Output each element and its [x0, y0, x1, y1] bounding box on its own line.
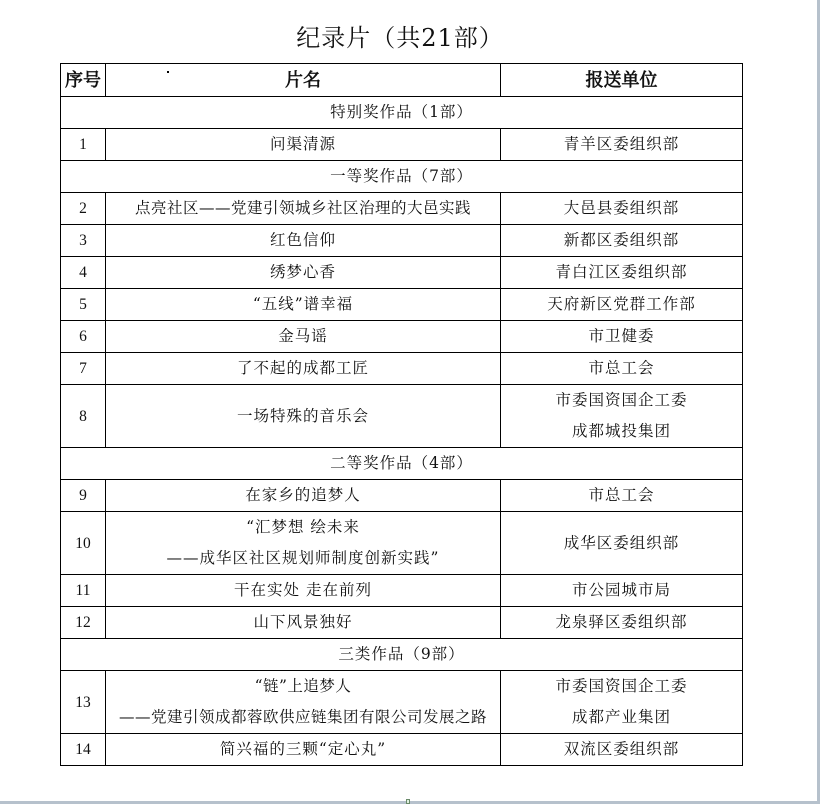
- film-title-line: 绣梦心香: [269, 263, 336, 281]
- table-row: [61, 289, 743, 321]
- header-name: 片名: [106, 64, 501, 97]
- header-no: 序号: [61, 64, 106, 97]
- submitting-unit-line: 新都区委组织部: [563, 231, 680, 249]
- row-number: 2: [61, 193, 106, 225]
- section-row: [61, 97, 743, 129]
- submitting-unit-line: 龙泉驿区委组织部: [555, 613, 688, 631]
- submitting-unit-line: 青白江区委组织部: [555, 263, 688, 281]
- table-row: [61, 129, 743, 161]
- film-title-line: 干在实处 走在前列: [234, 581, 372, 599]
- row-number: 7: [61, 353, 106, 385]
- submitting-unit-line: 市卫健委: [588, 327, 655, 345]
- row-number: 5: [61, 289, 106, 321]
- submitting-unit-line: 天府新区党群工作部: [547, 295, 696, 313]
- film-title-line: 金马谣: [278, 327, 328, 345]
- submitting-unit: [501, 607, 743, 639]
- section-heading: 一等奖作品（7部）: [61, 161, 743, 193]
- table-row: [61, 257, 743, 289]
- film-title: [106, 193, 501, 225]
- section-heading: 三类作品（9部）: [61, 639, 743, 671]
- film-title-line: 了不起的成都工匠: [236, 359, 369, 377]
- film-title: [106, 353, 501, 385]
- film-title-line: 点亮社区——党建引领城乡社区治理的大邑实践: [134, 199, 471, 217]
- row-number: 3: [61, 225, 106, 257]
- section-row: [61, 448, 743, 480]
- film-title: [106, 734, 501, 766]
- submitting-unit: [501, 575, 743, 607]
- row-number: 6: [61, 321, 106, 353]
- submitting-unit: [501, 257, 743, 289]
- table-header-row: [61, 64, 743, 97]
- film-title: [106, 129, 501, 161]
- submitting-unit-line: 成都城投集团: [571, 422, 671, 440]
- submitting-unit: [501, 512, 743, 575]
- submitting-unit: [501, 321, 743, 353]
- submitting-unit-line: 成华区委组织部: [563, 533, 680, 552]
- film-title: [106, 289, 501, 321]
- row-number: 12: [61, 607, 106, 639]
- row-number: 11: [61, 575, 106, 607]
- scroll-marker[interactable]: [406, 799, 410, 804]
- table-row: [61, 385, 743, 448]
- table-row: [61, 225, 743, 257]
- page-title: 纪录片（共21部）: [296, 24, 504, 52]
- section-row: [61, 161, 743, 193]
- film-title-line: ——成华区社区规划师制度创新实践”: [166, 549, 440, 567]
- film-title-line: ——党建引领成都蓉欧供应链集团有限公司发展之路: [118, 708, 487, 726]
- film-title: [106, 257, 501, 289]
- film-title-line: 红色信仰: [269, 231, 336, 249]
- section-heading: 特别奖作品（1部）: [61, 97, 743, 129]
- film-title-line: 简兴福的三颗“定心丸”: [219, 740, 387, 758]
- film-title-line: “汇梦想 绘未来: [246, 518, 360, 536]
- film-title-line: 山下风景独好: [253, 613, 353, 631]
- table-row: [61, 321, 743, 353]
- submitting-unit-line: 双流区委组织部: [563, 740, 680, 758]
- table-row: [61, 512, 743, 575]
- row-number: 1: [61, 129, 106, 161]
- film-title: [106, 480, 501, 512]
- film-title: [106, 321, 501, 353]
- section-row: [61, 639, 743, 671]
- submitting-unit-line: 市委国资国企工委: [555, 677, 688, 695]
- row-number: 14: [61, 734, 106, 766]
- row-number: 9: [61, 480, 106, 512]
- table-row: [61, 607, 743, 639]
- submitting-unit: [501, 129, 743, 161]
- film-title-line: 问渠清源: [269, 135, 336, 153]
- header-unit: 报送单位: [501, 64, 743, 97]
- film-title-line: 在家乡的追梦人: [245, 486, 361, 504]
- row-number: 13: [61, 671, 106, 734]
- film-title: [106, 671, 501, 734]
- submitting-unit-line: 成都产业集团: [571, 708, 671, 726]
- table-row: [61, 480, 743, 512]
- section-heading: 二等奖作品（4部）: [61, 448, 743, 480]
- film-title: [106, 575, 501, 607]
- row-number: 10: [61, 512, 106, 575]
- submitting-unit-line: 市总工会: [588, 359, 655, 377]
- table-row: [61, 671, 743, 734]
- table-row: [61, 575, 743, 607]
- row-number: 4: [61, 257, 106, 289]
- table-row: [61, 353, 743, 385]
- submitting-unit: [501, 193, 743, 225]
- submitting-unit-line: 市公园城市局: [571, 581, 671, 599]
- submitting-unit-line: 大邑县委组织部: [563, 199, 680, 217]
- submitting-unit: [501, 225, 743, 257]
- submitting-unit: [501, 734, 743, 766]
- submitting-unit-line: 市总工会: [588, 486, 655, 504]
- row-number: 8: [61, 385, 106, 448]
- table-row: [61, 193, 743, 225]
- submitting-unit-line: 市委国资国企工委: [555, 391, 688, 409]
- film-title-line: “五线”谱幸福: [252, 295, 354, 313]
- submitting-unit: [501, 353, 743, 385]
- film-title-line: 一场特殊的音乐会: [236, 406, 369, 425]
- film-title: [106, 607, 501, 639]
- table-row: [61, 734, 743, 766]
- submitting-unit: [501, 480, 743, 512]
- award-table: [60, 63, 743, 766]
- submitting-unit: [501, 289, 743, 321]
- submitting-unit: [501, 671, 743, 734]
- film-title: [106, 225, 501, 257]
- film-title: [106, 512, 501, 575]
- film-title-line: “链”上追梦人: [254, 677, 352, 695]
- submitting-unit: [501, 385, 743, 448]
- submitting-unit-line: 青羊区委组织部: [563, 135, 680, 153]
- table-body: [61, 97, 743, 766]
- film-title: [106, 385, 501, 448]
